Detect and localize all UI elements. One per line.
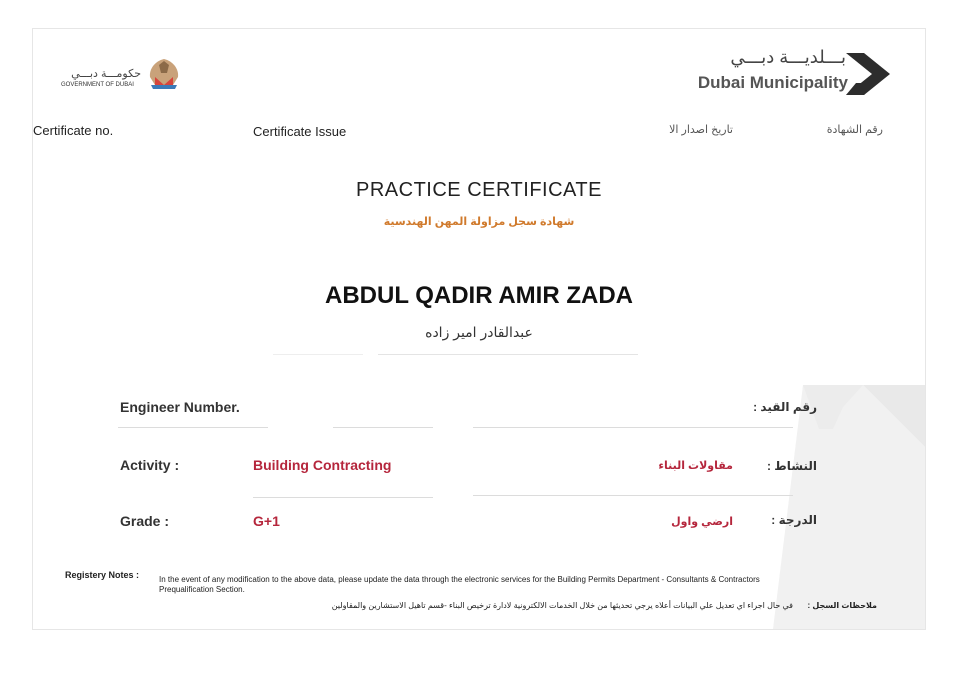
grade-label-ar: الدرجة : (771, 513, 817, 527)
holder-name: ABDUL QADIR AMIR ZADA (325, 282, 633, 309)
certificate-title-ar: شهادة سجل مزاولة المهن الهندسية (383, 216, 575, 228)
grade-value-ar: ارضي واول (671, 516, 733, 528)
gov-logo-english: GOVERNMENT OF DUBAI (61, 82, 134, 88)
registry-notes-text-line1: In the event of any modification to the above data, please update the data through the electronic services for the Building Permits Department - Consultants & Contractors (159, 575, 760, 584)
name-divider-right (378, 354, 638, 355)
certificate-page (32, 28, 926, 630)
name-divider-left (273, 354, 363, 355)
activity-rule-1 (253, 497, 433, 498)
certificate-no-label-ar: رقم الشهادة (826, 124, 883, 136)
certificate-no-label: Certificate no. (33, 123, 114, 138)
engineer-number-label-ar: رقم القيد : (753, 400, 817, 414)
engineer-rule-2 (333, 427, 433, 428)
activity-value: Building Contracting (253, 457, 392, 473)
engineer-number-label: Engineer Number. (120, 399, 240, 415)
certificate-title: PRACTICE CERTIFICATE (356, 179, 602, 201)
activity-value-ar: مقاولات البناء (658, 460, 733, 472)
dm-logo-english: Dubai Municipality (697, 73, 848, 92)
activity-rule-2 (473, 495, 793, 496)
holder-name-ar: عبدالقادر امير زاده (425, 324, 533, 340)
dubai-municipality-logo (678, 47, 898, 99)
registry-notes-text-line2: Prequalification Section. (159, 585, 245, 594)
grade-value: G+1 (253, 513, 280, 529)
engineer-rule-1 (118, 427, 268, 428)
dm-chevron-icon (846, 53, 890, 95)
registry-notes-label: Registery Notes : (65, 570, 140, 580)
activity-label-ar: النشاط : (766, 459, 817, 473)
gov-logo-arabic: حكومـــة دبـــي (71, 68, 141, 80)
certificate-issue-label-ar: تاريخ اصدار الا (669, 124, 733, 136)
dm-logo-arabic: بـــلديـــة دبـــي (730, 47, 846, 67)
certificate-issue-label: Certificate Issue (253, 124, 347, 139)
activity-label: Activity : (120, 457, 180, 473)
registry-notes-text-ar: في حال اجراء اي تعديل علي البيانات أعلاه يرجي تحديثها من خلال الخدمات الالكترونية لادارة ترخيص البناء -قسم تاهيل الاستشارين والمقاولين (331, 601, 793, 610)
falcon-emblem-icon (145, 55, 183, 91)
engineer-rule-3 (473, 427, 793, 428)
registry-notes-label-ar: ملاحظات السجل : (807, 601, 877, 610)
grade-label: Grade : (120, 513, 170, 529)
gov-dubai-logo (61, 55, 201, 95)
